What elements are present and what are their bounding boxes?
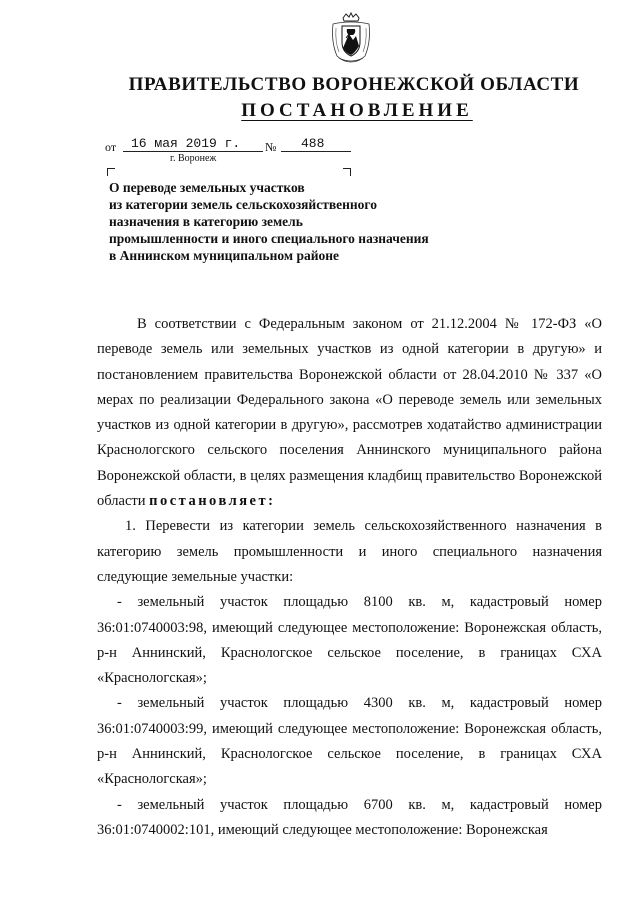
preamble-text: В соответствии с Федеральным законом от 21.12.2004 № 172-ФЗ «О переводе земель или земельных участков из одной категории в другую» и постановлением правительства Воронежской области от 28.04.2010 № 337 «О мерах по реализации Федерального закона «О переводе земель или земельных участков из одной категории в другую», рассмотрев ходатайство администрации Краснологского сельского поселения Аннинского муниципального района Воронежской области, в целях размещения кладбищ правительство Воронежской области bbox=[97, 316, 602, 510]
subject-corner-right bbox=[343, 168, 351, 176]
document-body bbox=[97, 312, 602, 843]
date-underline bbox=[123, 151, 263, 152]
city-label: г. Воронеж bbox=[170, 153, 217, 164]
number-underline bbox=[281, 151, 351, 152]
subject-line: в Аннинском муниципальном районе bbox=[109, 248, 340, 263]
subject-line: О переводе земельных участков bbox=[109, 180, 305, 195]
date-value: 16 мая 2019 г. bbox=[131, 136, 241, 151]
document-subject bbox=[109, 179, 509, 264]
document-type: ПОСТАНОВЛЕНИЕ bbox=[241, 100, 473, 121]
subject-line: из категории земель сельскохозяйственного bbox=[109, 197, 377, 212]
voronezh-coat-of-arms-icon bbox=[327, 12, 375, 64]
date-prefix: от bbox=[105, 140, 117, 154]
parcel-paragraph: - земельный участок площадью 8100 кв. м, кадастровый номер 36:01:0740003:98, имеющий следующее местоположение: Воронежская область, р-н Аннинский, Краснологское сельское поселение, в границах СХА «Краснологская»; bbox=[97, 594, 602, 687]
item-1-paragraph: 1. Перевести из категории земель сельскохозяйственного назначения в категорию земель промышленности и иного специального назначения следующие земельные участки: bbox=[97, 518, 602, 585]
subject-line: назначения в категорию земель bbox=[109, 214, 303, 229]
decree-word: постановляет: bbox=[149, 493, 276, 510]
organization-title: ПРАВИТЕЛЬСТВО ВОРОНЕЖСКОЙ ОБЛАСТИ bbox=[128, 74, 580, 95]
parcel-paragraph: - земельный участок площадью 4300 кв. м, кадастровый номер 36:01:0740003:99, имеющий следующее местоположение: Воронежская область, р-н Аннинский, Краснологское сельское поселение, в границах СХА «Краснологская»; bbox=[97, 695, 602, 788]
subject-line: промышленности и иного специального назначения bbox=[109, 231, 429, 246]
subject-corner-left bbox=[107, 168, 115, 176]
preamble-paragraph bbox=[97, 312, 602, 514]
parcel-paragraph: - земельный участок площадью 6700 кв. м, кадастровый номер 36:01:0740002:101, имеющий следующее местоположение: Воронежская bbox=[97, 796, 602, 838]
number-prefix: № bbox=[265, 140, 277, 154]
number-value: 488 bbox=[301, 136, 325, 151]
